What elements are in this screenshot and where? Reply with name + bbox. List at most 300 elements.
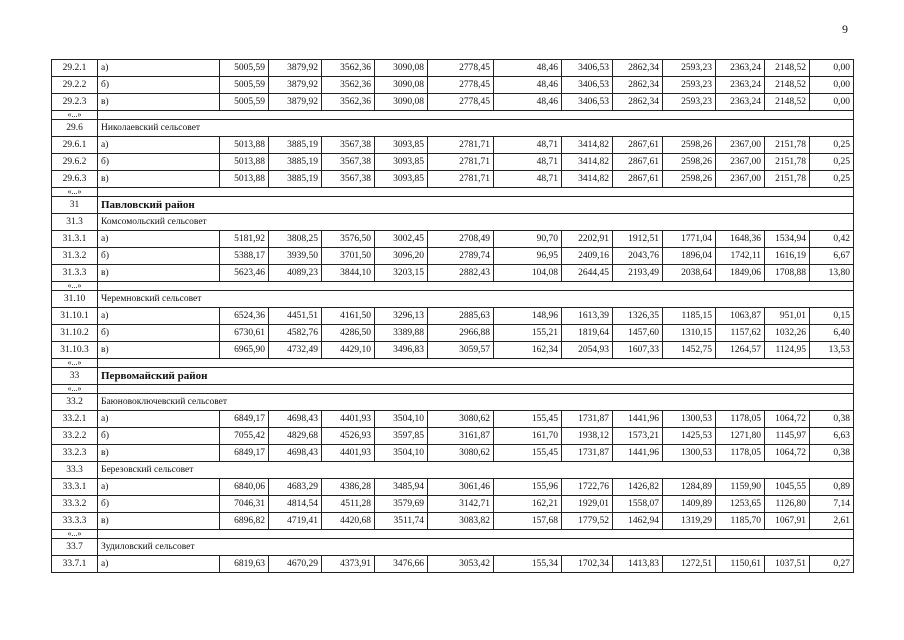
value-cell: 4401,93 xyxy=(322,411,375,428)
value-cell: 1032,26 xyxy=(765,325,810,342)
settlement-name: Зудиловский сельсовет xyxy=(98,539,854,556)
value-cell: 3406,53 xyxy=(562,60,613,77)
value-cell: 7055,42 xyxy=(220,428,269,445)
value-cell: 3885,19 xyxy=(269,137,322,154)
settlement-code: 31.10 xyxy=(52,291,98,308)
settlement-name: Баюновоключевский сельсовет xyxy=(98,394,854,411)
value-cell: 2598,26 xyxy=(663,137,716,154)
value-cell: 13,80 xyxy=(810,265,854,282)
row-letter: б) xyxy=(98,496,220,513)
value-cell: 0,25 xyxy=(810,137,854,154)
value-cell: 5013,88 xyxy=(220,137,269,154)
value-cell: 3562,36 xyxy=(322,60,375,77)
table-row xyxy=(52,77,854,94)
row-code: 31.10.1 xyxy=(52,308,98,325)
value-cell: 4698,43 xyxy=(269,411,322,428)
value-cell: 2043,76 xyxy=(613,248,663,265)
continuation-row xyxy=(52,111,854,120)
value-cell: 2367,00 xyxy=(716,154,765,171)
value-cell: 5005,59 xyxy=(220,77,269,94)
table-row xyxy=(52,308,854,325)
value-cell: 7046,31 xyxy=(220,496,269,513)
value-cell: 2367,00 xyxy=(716,171,765,188)
value-cell: 1731,87 xyxy=(562,445,613,462)
district-name: Первомайский район xyxy=(98,368,854,385)
value-cell: 3296,13 xyxy=(375,308,428,325)
value-cell: 2148,52 xyxy=(765,60,810,77)
value-cell: 4451,51 xyxy=(269,308,322,325)
value-cell: 13,53 xyxy=(810,342,854,359)
row-letter: а) xyxy=(98,308,220,325)
continuation-mark: «...» xyxy=(52,282,98,291)
value-cell: 1779,52 xyxy=(562,513,613,530)
value-cell: 1271,80 xyxy=(716,428,765,445)
row-code: 33.2.3 xyxy=(52,445,98,462)
district-code: 33 xyxy=(52,368,98,385)
value-cell: 161,70 xyxy=(494,428,562,445)
value-cell: 1284,89 xyxy=(663,479,716,496)
value-cell: 2593,23 xyxy=(663,94,716,111)
value-cell: 104,08 xyxy=(494,265,562,282)
value-cell: 3059,57 xyxy=(428,342,494,359)
row-letter: в) xyxy=(98,342,220,359)
value-cell: 6965,90 xyxy=(220,342,269,359)
continuation-mark: «...» xyxy=(52,530,98,539)
value-cell: 3879,92 xyxy=(269,77,322,94)
value-cell: 155,34 xyxy=(494,556,562,573)
value-cell: 0,89 xyxy=(810,479,854,496)
value-cell: 3579,69 xyxy=(375,496,428,513)
value-cell: 4814,54 xyxy=(269,496,322,513)
settlement-row xyxy=(52,291,854,308)
value-cell: 2862,34 xyxy=(613,94,663,111)
row-code: 33.3.3 xyxy=(52,513,98,530)
value-cell: 2789,74 xyxy=(428,248,494,265)
value-cell: 3406,53 xyxy=(562,94,613,111)
table-row xyxy=(52,445,854,462)
table-row xyxy=(52,325,854,342)
value-cell: 2867,61 xyxy=(613,154,663,171)
value-cell: 0,00 xyxy=(810,60,854,77)
value-cell: 4698,43 xyxy=(269,445,322,462)
value-cell: 1558,07 xyxy=(613,496,663,513)
value-cell: 1300,53 xyxy=(663,411,716,428)
value-cell: 1037,51 xyxy=(765,556,810,573)
value-cell: 3597,85 xyxy=(375,428,428,445)
value-cell: 1425,53 xyxy=(663,428,716,445)
settlement-row xyxy=(52,214,854,231)
value-cell: 1045,55 xyxy=(765,479,810,496)
value-cell: 2862,34 xyxy=(613,77,663,94)
value-cell: 2593,23 xyxy=(663,60,716,77)
value-cell: 0,00 xyxy=(810,77,854,94)
row-code: 31.3.1 xyxy=(52,231,98,248)
value-cell: 48,71 xyxy=(494,154,562,171)
value-cell: 3567,38 xyxy=(322,137,375,154)
row-letter: в) xyxy=(98,265,220,282)
value-cell: 3476,66 xyxy=(375,556,428,573)
value-cell: 1185,15 xyxy=(663,308,716,325)
value-cell: 6849,17 xyxy=(220,411,269,428)
value-cell: 5181,92 xyxy=(220,231,269,248)
row-letter: в) xyxy=(98,171,220,188)
value-cell: 155,45 xyxy=(494,411,562,428)
value-cell: 1929,01 xyxy=(562,496,613,513)
row-code: 33.2.2 xyxy=(52,428,98,445)
value-cell: 1613,39 xyxy=(562,308,613,325)
table-row xyxy=(52,342,854,359)
value-cell: 5005,59 xyxy=(220,94,269,111)
value-cell: 1426,82 xyxy=(613,479,663,496)
district-row xyxy=(52,368,854,385)
row-letter: б) xyxy=(98,77,220,94)
value-cell: 1413,83 xyxy=(613,556,663,573)
table-row xyxy=(52,231,854,248)
value-cell: 1145,97 xyxy=(765,428,810,445)
value-cell: 2644,45 xyxy=(562,265,613,282)
value-cell: 3885,19 xyxy=(269,154,322,171)
value-cell: 1441,96 xyxy=(613,411,663,428)
row-code: 29.2.2 xyxy=(52,77,98,94)
value-cell: 2038,64 xyxy=(663,265,716,282)
value-cell: 6,67 xyxy=(810,248,854,265)
value-cell: 3511,74 xyxy=(375,513,428,530)
row-code: 33.7.1 xyxy=(52,556,98,573)
value-cell: 1409,89 xyxy=(663,496,716,513)
value-cell: 1150,61 xyxy=(716,556,765,573)
value-cell: 3701,50 xyxy=(322,248,375,265)
row-code: 29.2.1 xyxy=(52,60,98,77)
row-letter: а) xyxy=(98,231,220,248)
value-cell: 1064,72 xyxy=(765,411,810,428)
value-cell: 4373,91 xyxy=(322,556,375,573)
settlement-code: 33.3 xyxy=(52,462,98,479)
value-cell: 2708,49 xyxy=(428,231,494,248)
value-cell: 1064,72 xyxy=(765,445,810,462)
value-cell: 2781,71 xyxy=(428,171,494,188)
value-cell: 4582,76 xyxy=(269,325,322,342)
value-cell: 6849,17 xyxy=(220,445,269,462)
value-cell: 5005,59 xyxy=(220,60,269,77)
value-cell: 3002,45 xyxy=(375,231,428,248)
row-letter: а) xyxy=(98,556,220,573)
value-cell: 0,42 xyxy=(810,231,854,248)
value-cell: 1742,11 xyxy=(716,248,765,265)
value-cell: 3562,36 xyxy=(322,77,375,94)
value-cell: 3844,10 xyxy=(322,265,375,282)
table-row xyxy=(52,513,854,530)
value-cell: 3576,50 xyxy=(322,231,375,248)
settlement-name: Березовский сельсовет xyxy=(98,462,854,479)
value-cell: 3939,50 xyxy=(269,248,322,265)
value-cell: 3414,82 xyxy=(562,154,613,171)
row-letter: б) xyxy=(98,428,220,445)
row-code: 31.10.3 xyxy=(52,342,98,359)
value-cell: 2193,49 xyxy=(613,265,663,282)
row-letter: б) xyxy=(98,248,220,265)
row-letter: а) xyxy=(98,60,220,77)
value-cell: 3090,08 xyxy=(375,60,428,77)
value-cell: 48,71 xyxy=(494,137,562,154)
table-row xyxy=(52,248,854,265)
value-cell: 3414,82 xyxy=(562,171,613,188)
district-code: 31 xyxy=(52,197,98,214)
value-cell: 148,96 xyxy=(494,308,562,325)
continuation-rest xyxy=(98,530,854,539)
value-cell: 1912,51 xyxy=(613,231,663,248)
value-cell: 3567,38 xyxy=(322,154,375,171)
value-cell: 1607,33 xyxy=(613,342,663,359)
continuation-rest xyxy=(98,188,854,197)
value-cell: 4670,29 xyxy=(269,556,322,573)
value-cell: 1702,34 xyxy=(562,556,613,573)
value-cell: 4401,93 xyxy=(322,445,375,462)
value-cell: 1616,19 xyxy=(765,248,810,265)
value-cell: 4429,10 xyxy=(322,342,375,359)
value-cell: 1300,53 xyxy=(663,445,716,462)
settlement-row xyxy=(52,539,854,556)
value-cell: 2593,23 xyxy=(663,77,716,94)
row-code: 33.2.1 xyxy=(52,411,98,428)
value-cell: 3090,08 xyxy=(375,94,428,111)
row-letter: а) xyxy=(98,411,220,428)
value-cell: 1178,05 xyxy=(716,445,765,462)
value-cell: 0,00 xyxy=(810,94,854,111)
value-cell: 3406,53 xyxy=(562,77,613,94)
value-cell: 6524,36 xyxy=(220,308,269,325)
table-row xyxy=(52,496,854,513)
continuation-mark: «...» xyxy=(52,359,98,368)
row-code: 33.3.1 xyxy=(52,479,98,496)
settlement-name: Николаевский сельсовет xyxy=(98,120,854,137)
row-code: 29.2.3 xyxy=(52,94,98,111)
value-cell: 1938,12 xyxy=(562,428,613,445)
settlement-code: 31.3 xyxy=(52,214,98,231)
value-cell: 1722,76 xyxy=(562,479,613,496)
value-cell: 3885,19 xyxy=(269,171,322,188)
value-cell: 1159,90 xyxy=(716,479,765,496)
value-cell: 3093,85 xyxy=(375,154,428,171)
value-cell: 4286,50 xyxy=(322,325,375,342)
value-cell: 1441,96 xyxy=(613,445,663,462)
value-cell: 3562,36 xyxy=(322,94,375,111)
settlement-row xyxy=(52,462,854,479)
value-cell: 155,45 xyxy=(494,445,562,462)
value-cell: 3496,83 xyxy=(375,342,428,359)
value-cell: 1771,04 xyxy=(663,231,716,248)
settlement-name: Комсомольский сельсовет xyxy=(98,214,854,231)
value-cell: 1185,70 xyxy=(716,513,765,530)
value-cell: 162,34 xyxy=(494,342,562,359)
value-cell: 5013,88 xyxy=(220,171,269,188)
table-row xyxy=(52,60,854,77)
value-cell: 1124,95 xyxy=(765,342,810,359)
value-cell: 1253,65 xyxy=(716,496,765,513)
value-cell: 1126,80 xyxy=(765,496,810,513)
value-cell: 3083,82 xyxy=(428,513,494,530)
row-letter: а) xyxy=(98,137,220,154)
settlement-code: 29.6 xyxy=(52,120,98,137)
value-cell: 4089,23 xyxy=(269,265,322,282)
value-cell: 5013,88 xyxy=(220,154,269,171)
value-cell: 3879,92 xyxy=(269,94,322,111)
value-cell: 90,70 xyxy=(494,231,562,248)
row-letter: б) xyxy=(98,325,220,342)
value-cell: 4420,68 xyxy=(322,513,375,530)
value-cell: 2882,43 xyxy=(428,265,494,282)
value-cell: 2778,45 xyxy=(428,94,494,111)
value-cell: 2781,71 xyxy=(428,154,494,171)
row-letter: в) xyxy=(98,445,220,462)
value-cell: 3414,82 xyxy=(562,137,613,154)
row-code: 31.3.2 xyxy=(52,248,98,265)
value-cell: 4386,28 xyxy=(322,479,375,496)
table-row xyxy=(52,556,854,573)
value-cell: 6896,82 xyxy=(220,513,269,530)
value-cell: 3053,42 xyxy=(428,556,494,573)
value-cell: 1708,88 xyxy=(765,265,810,282)
value-cell: 1272,51 xyxy=(663,556,716,573)
value-cell: 2598,26 xyxy=(663,171,716,188)
value-cell: 3567,38 xyxy=(322,171,375,188)
value-cell: 2409,16 xyxy=(562,248,613,265)
value-cell: 155,96 xyxy=(494,479,562,496)
value-cell: 0,38 xyxy=(810,445,854,462)
value-cell: 2151,78 xyxy=(765,171,810,188)
value-cell: 0,38 xyxy=(810,411,854,428)
value-cell: 4511,28 xyxy=(322,496,375,513)
table-row xyxy=(52,265,854,282)
value-cell: 3080,62 xyxy=(428,411,494,428)
continuation-row xyxy=(52,530,854,539)
value-cell: 6819,63 xyxy=(220,556,269,573)
value-cell: 48,46 xyxy=(494,94,562,111)
settlement-row xyxy=(52,120,854,137)
value-cell: 1178,05 xyxy=(716,411,765,428)
value-cell: 2781,71 xyxy=(428,137,494,154)
row-letter: в) xyxy=(98,513,220,530)
table-row xyxy=(52,154,854,171)
value-cell: 951,01 xyxy=(765,308,810,325)
value-cell: 1310,15 xyxy=(663,325,716,342)
value-cell: 1326,35 xyxy=(613,308,663,325)
value-cell: 1319,29 xyxy=(663,513,716,530)
value-cell: 2148,52 xyxy=(765,94,810,111)
settlement-code: 33.2 xyxy=(52,394,98,411)
value-cell: 1849,06 xyxy=(716,265,765,282)
continuation-mark: «...» xyxy=(52,188,98,197)
value-cell: 1534,94 xyxy=(765,231,810,248)
value-cell: 2966,88 xyxy=(428,325,494,342)
value-cell: 3080,62 xyxy=(428,445,494,462)
table-row xyxy=(52,94,854,111)
continuation-row xyxy=(52,385,854,394)
value-cell: 2862,34 xyxy=(613,60,663,77)
row-code: 33.3.2 xyxy=(52,496,98,513)
value-cell: 1462,94 xyxy=(613,513,663,530)
value-cell: 2148,52 xyxy=(765,77,810,94)
value-cell: 2598,26 xyxy=(663,154,716,171)
table-row xyxy=(52,171,854,188)
value-cell: 1819,64 xyxy=(562,325,613,342)
value-cell: 157,68 xyxy=(494,513,562,530)
value-cell: 6730,61 xyxy=(220,325,269,342)
value-cell: 0,25 xyxy=(810,171,854,188)
continuation-rest xyxy=(98,385,854,394)
value-cell: 2151,78 xyxy=(765,154,810,171)
value-cell: 3161,87 xyxy=(428,428,494,445)
value-cell: 2885,63 xyxy=(428,308,494,325)
row-code: 29.6.3 xyxy=(52,171,98,188)
value-cell: 3203,15 xyxy=(375,265,428,282)
continuation-mark: «...» xyxy=(52,111,98,120)
row-code: 29.6.2 xyxy=(52,154,98,171)
value-cell: 4161,50 xyxy=(322,308,375,325)
value-cell: 3879,92 xyxy=(269,60,322,77)
value-cell: 4526,93 xyxy=(322,428,375,445)
district-name: Павловский район xyxy=(98,197,854,214)
value-cell: 0,15 xyxy=(810,308,854,325)
tariff-table xyxy=(51,59,854,573)
value-cell: 96,95 xyxy=(494,248,562,265)
value-cell: 48,46 xyxy=(494,60,562,77)
value-cell: 2778,45 xyxy=(428,60,494,77)
row-letter: в) xyxy=(98,94,220,111)
value-cell: 3093,85 xyxy=(375,137,428,154)
continuation-rest xyxy=(98,282,854,291)
table-row xyxy=(52,137,854,154)
value-cell: 5388,17 xyxy=(220,248,269,265)
value-cell: 1067,91 xyxy=(765,513,810,530)
value-cell: 5623,46 xyxy=(220,265,269,282)
settlement-row xyxy=(52,394,854,411)
value-cell: 1648,36 xyxy=(716,231,765,248)
value-cell: 2054,93 xyxy=(562,342,613,359)
value-cell: 3504,10 xyxy=(375,445,428,462)
value-cell: 3090,08 xyxy=(375,77,428,94)
value-cell: 4829,68 xyxy=(269,428,322,445)
value-cell: 3504,10 xyxy=(375,411,428,428)
continuation-row xyxy=(52,188,854,197)
value-cell: 1731,87 xyxy=(562,411,613,428)
table-row xyxy=(52,428,854,445)
value-cell: 3389,88 xyxy=(375,325,428,342)
value-cell: 3061,46 xyxy=(428,479,494,496)
continuation-mark: «...» xyxy=(52,385,98,394)
value-cell: 2367,00 xyxy=(716,137,765,154)
district-row xyxy=(52,197,854,214)
value-cell: 2867,61 xyxy=(613,171,663,188)
value-cell: 2778,45 xyxy=(428,77,494,94)
value-cell: 162,21 xyxy=(494,496,562,513)
value-cell: 3096,20 xyxy=(375,248,428,265)
value-cell: 1896,04 xyxy=(663,248,716,265)
row-code: 29.6.1 xyxy=(52,137,98,154)
value-cell: 1452,75 xyxy=(663,342,716,359)
value-cell: 2202,91 xyxy=(562,231,613,248)
row-code: 31.10.2 xyxy=(52,325,98,342)
value-cell: 3485,94 xyxy=(375,479,428,496)
value-cell: 2,61 xyxy=(810,513,854,530)
value-cell: 4683,29 xyxy=(269,479,322,496)
settlement-code: 33.7 xyxy=(52,539,98,556)
value-cell: 3808,25 xyxy=(269,231,322,248)
row-letter: а) xyxy=(98,479,220,496)
value-cell: 2151,78 xyxy=(765,137,810,154)
page-number: 9 xyxy=(842,22,848,36)
value-cell: 1457,60 xyxy=(613,325,663,342)
value-cell: 6,40 xyxy=(810,325,854,342)
